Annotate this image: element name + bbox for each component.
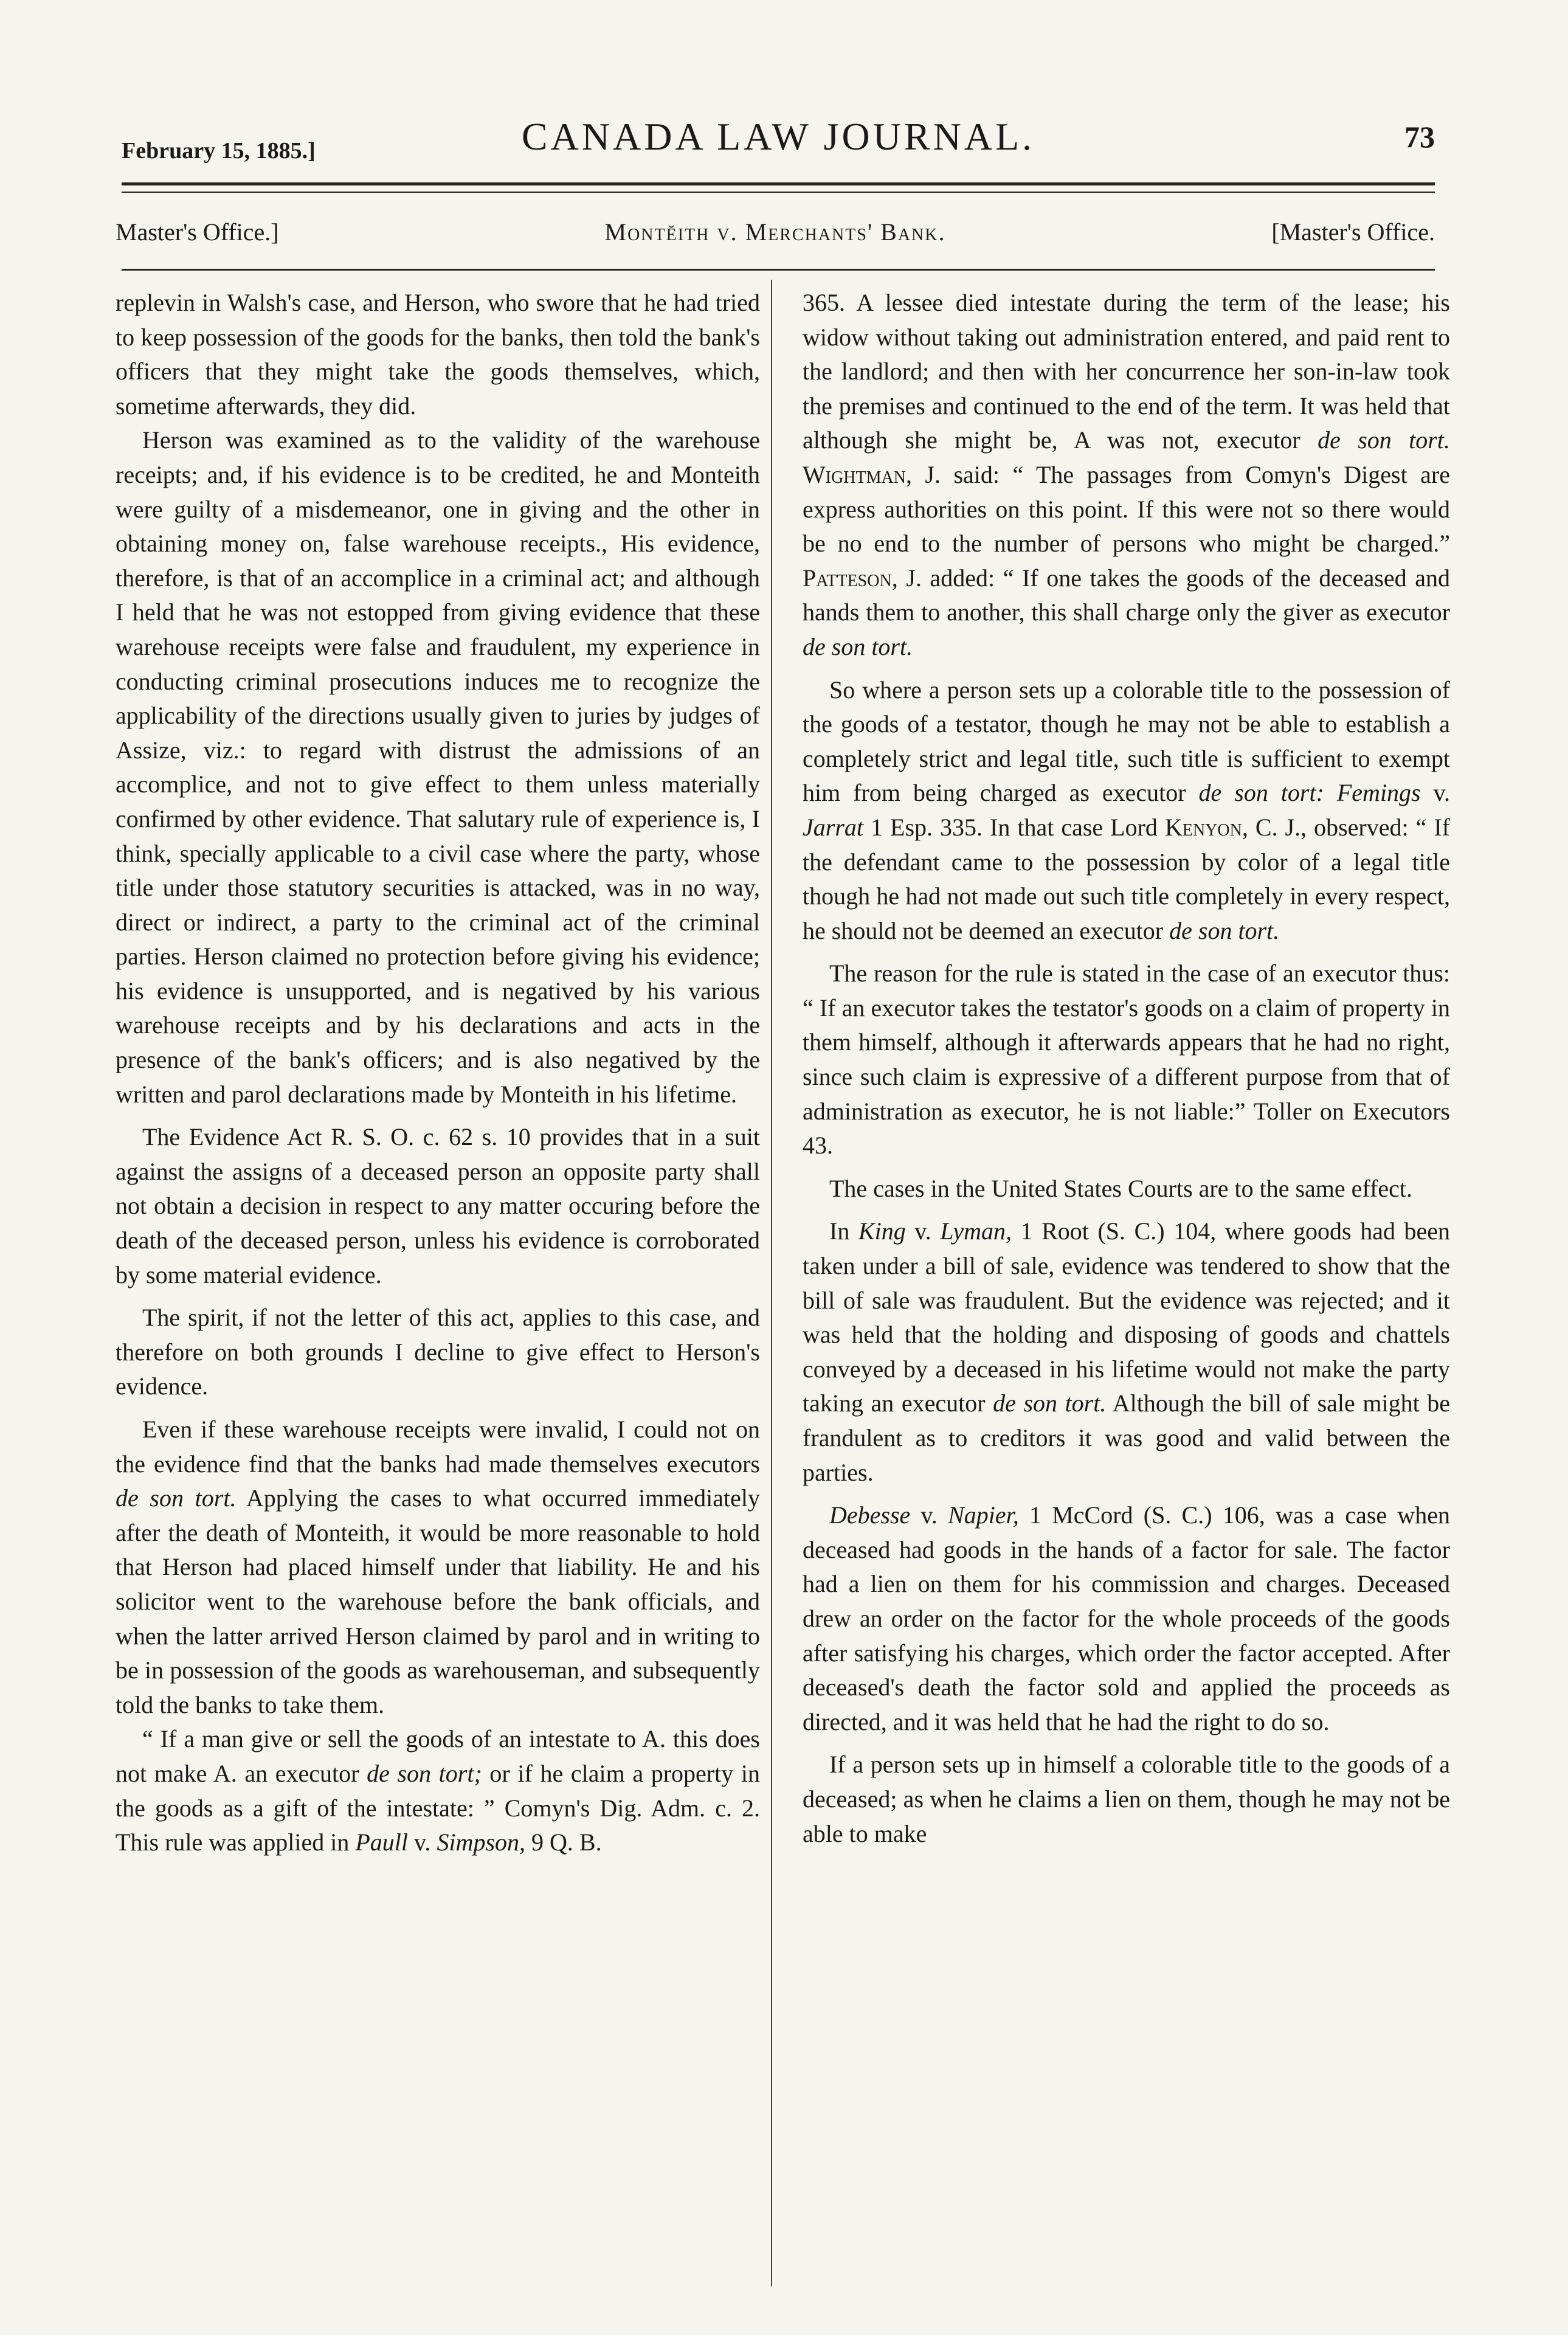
journal-title: CANADA LAW JOURNAL. [521,115,1035,158]
header-rule-thin [122,192,1435,193]
paragraph: The cases in the United States Courts are to the same effect. [829,1174,1412,1202]
running-head-right: [Master's Office. [1271,218,1435,246]
paragraph: The reason for the rule is stated in the case of an executor thus: “ If an executor takes the testator's goods on a claim of property in them himself, although it afterwards appears that he had no right, since such claim is expressive of a different purpose from that of administration as executor, he is not liable:” Toller on Executors 43. [803,960,1450,1160]
header-rule-thick [122,182,1435,185]
page-number: 73 [1404,120,1435,154]
paragraph: If a person sets up in himself a colorable title to the goods of a deceased; as when he claims a lien on them, though he may not be able to make [803,1751,1450,1847]
paragraph: Even if these warehouse receipts were invalid, I could not on the evidence find that the banks had made themselves executors de son tort. Applying the cases to what occurred immediately after the death of Monteith, it would be more reasonable to hold that Herson had placed himself under that liability. He and his solicitor went to the warehouse before the bank officials, and when the latter arrived Herson claimed by parol and in writing to be in possession of the goods as warehouseman, and subsequently told the banks to take them. [116,1416,760,1718]
paragraph: Debesse v. Napier, 1 McCord (S. C.) 106, was a case when deceased had goods in the hands of a factor for sale. The factor had a lien on them for his commission and charges. Deceased drew an order on the factor for the whole proceeds of the goods after satisfying his charges, which order the factor accepted. After deceased's death the factor sold and applied the proceeds as directed, and it was held that he had the right to do so. [803,1501,1451,1735]
right-column [803,286,1450,1851]
paragraph: In King v. Lyman, 1 Root (S. C.) 104, where goods had been taken under a bill of sale, evidence was tendered to show that the bill of sale was fraudulent. But the evidence was rejected; and it was held that the holding and disposing of goods and chattels conveyed by a deceased in his lifetime would not make the party taking an executor de son tort. Although the bill of sale might be frandulent as to creditors it was good and valid between the parties. [803,1217,1451,1486]
column-divider [771,280,772,2286]
issue-date: February 15, 1885.] [122,138,316,164]
paragraph: 365. A lessee died intestate during the term of the lease; his widow without taking out administration entered, and paid rent to the landlord; and then with her concurrence her son-in-law took the premises and continued to the end of the term. It was held that although she might be, A was not, executor de son tort. Wightman, J. said: “ The passages from Comyn's Digest are express authorities on this point. If this were not so there would be no end to the number of persons who might be charged.” Patteson, J. added: “ If one takes the goods of the deceased and hands them to another, this shall charge only the giver as executor de son tort. [803,289,1450,660]
paragraph: The spirit, if not the letter of this act, applies to this case, and therefore on both grounds I decline to give effect to Herson's evidence. [116,1304,760,1400]
paragraph: So where a person sets up a colorable title to the possession of the goods of a testator, though he may not be able to establish a completely strict and legal title, such title is sufficient to exempt him from being charged as executor de son tort: Femings v. Jarrat 1 Esp. 335. In that case Lord Kenyon, C. J., observed: “ If the defendant came to the possession by color of a legal title though he had not made out such title completely in every respect, he should not be deemed an executor de son tort. [803,676,1451,944]
paragraph: “ If a man give or sell the goods of an intestate to A. this does not make A. an executor de son tort; or if he claim a property in the goods as a gift of the intestate: ” Comyn's Dig. Adm. c. 2. This rule was applied in Paull v. Simpson, 9 Q. B. [116,1725,760,1856]
running-head-left: Master's Office.] [116,218,279,246]
running-head-rule [122,269,1435,271]
paragraph: The Evidence Act R. S. O. c. 62 s. 10 provides that in a suit against the assigns of a deceased person an opposite party shall not obtain a decision in respect to any matter occuring before the death of the deceased person, unless his evidence is corroborated by some material evidence. [116,1123,760,1289]
page-header [122,114,1435,175]
left-column [116,286,760,1860]
case-title: Montĕith v. Merchants' Bank. [604,218,946,246]
paragraph: Herson was examined as to the validity of the warehouse receipts; and, if his evidence is to be credited, he and Monteith were guilty of a misdemeanor, one in giving and the other in obtaining money on, false warehouse receipts., His evidence, therefore, is that of an accomplice in a criminal act; and although I held that he was not estopped from giving evidence that these warehouse receipts were false and fraudulent, my experience in conducting criminal prosecutions induces me to recognize the applicability of the directions usually given to juries by judges of Assize, viz.: to regard with distrust the admissions of an accomplice, and not to give effect to them unless materially confirmed by other evidence. That salutary rule of experience is, I think, specially applicable to a civil case where the party, whose title under those statutory securities is attacked, was in no way, direct or indirect, a party to the criminal act of the criminal parties. Herson claimed no protection before giving his evidence; his evidence is unsupported, and is negatived by his various warehouse receipts and by his declarations and acts in the presence of the bank's officers; and is also negatived by the written and parol declarations made by Monteith in his lifetime. [116,426,760,1108]
running-head [116,218,1435,254]
paragraph: replevin in Walsh's case, and Herson, who swore that he had tried to keep possession of the goods for the banks, then told the bank's officers that they might take the goods themselves, which, sometime afterwards, they did. [116,289,760,420]
